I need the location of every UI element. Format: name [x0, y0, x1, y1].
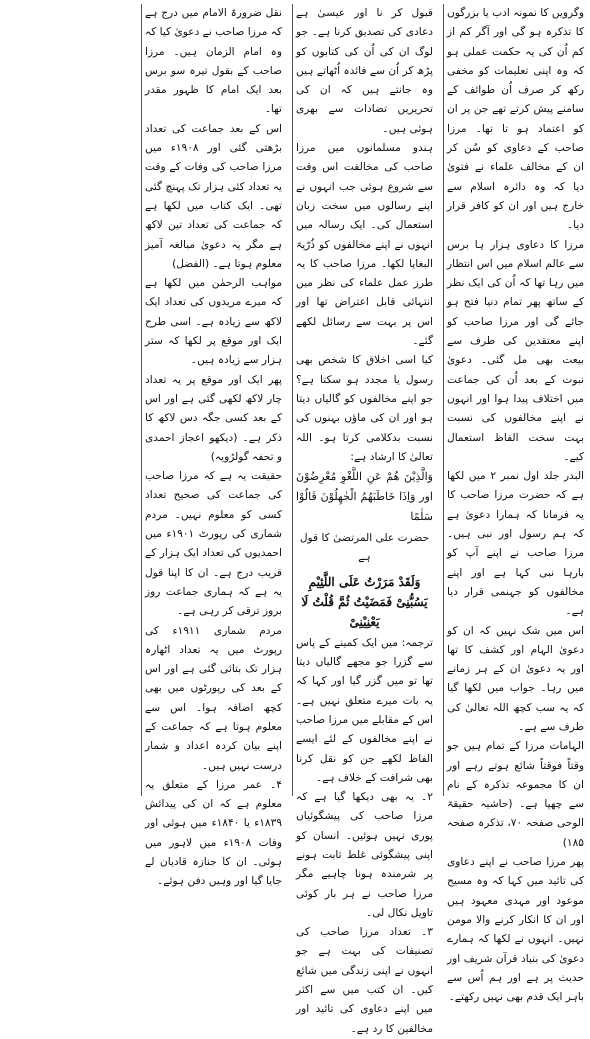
paragraph: کیا اسی اخلاق کا شخص بھی رسول یا مجدد ہو سکتا ہے؟ جو اپنے مخالفوں کو گالیاں دیتا ہو اور ان کی ماؤں بہنوں کی نسبت بدکلامی کرتا ہو۔ اللہ تعالیٰ کا ارشاد ہے: [296, 354, 433, 463]
paragraph: ۴۔ عمر مرزا کے متعلق یہ معلوم ہے کہ ان کی پیدائش ۱۸۳۹ء یا ۱۸۴۰ء میں ہوئی اور وفات ۱۹۰۸ء میں لاہور میں ہوئی۔ ان کا جنازہ قادیان لے جایا گیا اور وہیں دفن ہوئے۔ [145, 778, 282, 888]
text-column-middle-left [141, 4, 282, 888]
text-column-right [443, 4, 584, 1004]
paragraph: پھر مرزا صاحب نے اپنے دعاوی کی تائید میں کہا کہ وہ مسیح موعود اور مہدی معہود ہیں اور ان کا انکار کرنے والا مومن نہیں۔ انہوں نے لکھا کہ ہمارے دعویٰ کی بنیاد قرآن شریف اور حدیث پر ہے اور ہم اُس سے باہر ایک قدم بھی نہیں رکھتے۔ [447, 856, 584, 1004]
paragraph: ۳۔ تعداد مرزا صاحب کی تصنیفات کی بہت ہے جو انہوں نے اپنی زندگی میں شائع کیں۔ ان کتب میں سے اکثر میں اپنے دعاوی کی تائید اور مخالفین کا رد ہے۔ [296, 926, 433, 1035]
paragraph: اس میں شک نہیں کہ ان کو دعویٰ الہام اور کشف کا تھا اور یہ دعویٰ ان کے ہر زمانے میں رہا۔ جواب میں لکھا گیا کہ یہ سب کچھ اللہ تعالیٰ کی طرف سے ہے۔ [447, 624, 584, 733]
paragraph: مردم شماری ۱۹۱۱ء کی رپورٹ میں یہ تعداد اٹھارہ ہزار تک بتائی گئی ہے اور اس کے بعد کی رپورٹوں میں بھی کچھ اضافہ ہوا۔ اس سے معلوم ہوتا ہے کہ جماعت کے اپنے بیان کردہ اعداد و شمار درست نہیں ہیں۔ [145, 624, 282, 772]
paragraph: نقل ضرورۃ الامام میں درج ہے کہ مرزا صاحب نے دعویٰ کیا کہ وہ امام الزمان ہیں۔ مرزا صاحب کے بقول تیرہ سو برس بعد ایک امام کا ظہور مقدر تھا۔ [145, 7, 282, 116]
paragraph: حقیقت یہ ہے کہ مرزا صاحب کی جماعت کی صحیح تعداد کسی کو معلوم نہیں۔ مردم شماری کی رپورٹ ۱۹۰۱ء میں احمدیوں کی تعداد ایک ہزار کے قریب درج ہے۔ ان کا اپنا قول یہ ہے کہ ہماری جماعت روز بروز ترقی کر رہی ہے۔ [145, 470, 282, 618]
paragraph: قبول کر نا اور عیسیٰ ہے دعادی کی تصدیق کرنا ہے۔ جو لوگ ان کی اُن کی کتابوں کو پڑھ کر اُن سے فائدہ اُٹھاتے ہیں وہ جانتے ہیں کہ ان کی تحریریں تضادات سے بھری ہوئی ہیں۔ [296, 7, 433, 135]
paragraph: مواہب الرحمٰن میں لکھا ہے کہ میرے مریدوں کی تعداد ایک لاکھ سے زیادہ ہے۔ اسی طرح ایک اور موقع پر لکھا کہ ستر ہزار سے زیادہ ہیں۔ [145, 277, 282, 367]
paragraph: اس کے بعد جماعت کی تعداد بڑھتی گئی اور ۱۹۰۸ء میں مرزا صاحب کی وفات کے وقت یہ تعداد کئی ہزار تک پہنچ گئی تھی۔ ایک کتاب میں لکھا ہے کہ جماعت کی تعداد تین لاکھ ہے مگر یہ دعویٰ مبالغہ آمیز معلوم ہوتا ہے۔ (الفضل) [145, 122, 282, 270]
paragraph: پھر ایک اور موقع پر یہ تعداد چار لاکھ لکھی گئی ہے اور اس کے بعد کسی جگہ دس لاکھ کا ذکر ہے۔ (دیکھو اعجاز احمدی و تحفہ گولڑویہ) [145, 373, 282, 463]
arabic-quote: وَلَقَدْ مَرَرْتُ عَلَی اللَّئِیْمِ یَسُبُّنِیْ فَمَضَیْتُ ثُمَّ قُلْتُ لَا یَعْنِیْنِیْ [301, 574, 428, 629]
quote-source: حضرت علی المرتضیٰ کا قول ہے [299, 532, 430, 564]
text-column-middle-right [292, 4, 433, 1035]
paragraph: مرزا کا دعاوی ہزار ہا برس سے عالم اسلام میں اس انتظار میں رہا تھا کہ اُن کی ایک نظر کے ساتھ پھر تمام دنیا فتح ہو جائے گی اور مرزا صاحب کو اپنے معتقدین کی طرف سے بیعت بھی مل گئی۔ دعویٰ نبوت کے بعد اُن کی جماعت میں اختلاف پیدا ہوا اور انہوں نے اپنے مخالفوں کی نسبت بہت سخت الفاظ استعمال کیے۔ [447, 238, 584, 463]
paragraph: ترجمہ: میں ایک کمینے کے پاس سے گزرا جو مجھے گالیاں دیتا تھا تو میں گزر گیا اور کہا کہ یہ بات میرے متعلق نہیں ہے۔ اس کے مقابلے میں مرزا صاحب نے اپنے مخالفوں کے لئے ایسے الفاظ لکھے جن کو نقل کرنا بھی شرافت کے خلاف ہے۔ [296, 636, 433, 784]
paragraph: الہامات مرزا کے تمام ہیں جو وقتاً فوقتاً شائع ہوتے رہے اور ان کا مجموعہ تذکرہ کے نام سے چھپا ہے۔ (حاشیہ حقیقۃ الوحی صفحہ ۷۰، تذکرہ صفحہ ۱۸۵) [447, 740, 584, 849]
paragraph: ۲۔ یہ بھی دیکھا گیا ہے کہ مرزا صاحب کی پیشگوئیاں پوری نہیں ہوئیں۔ انسان کو اپنی پیشگوئی غلط ثابت ہونے پر شرمندہ ہونا چاہیے مگر مرزا صاحب نے ہر بار کوئی تاویل نکال لی۔ [296, 791, 433, 919]
paragraph: وگرویں کا نمونہ ادب یا بزرگوں کا تذکرہ ہو گی اور آگر کم از کم اُن کی یہ حکمت عملی ہو کہ وہ اپنی تعلیمات کو مخفی رکھ کر صرف اُن طوائف کے سامنے پیش کرتے تھے جن پر ان کو اعتماد ہو تا تھا۔ مرزا صاحب کے دعاوی کو سُن کر ان کے مخالف علماء نے فتویٰ دیا کہ وہ دائرہ اسلام سے خارج ہیں اور ان کو کافر قرار دیا۔ [447, 7, 584, 232]
paragraph: ہندو مسلمانوں میں مرزا صاحب کی مخالفت اس وقت سے شروع ہوئی جب انہوں نے اپنے رسالوں میں سخت زبان استعمال کی۔ ایک رسالہ میں انہوں نے اپنے مخالفوں کو ذُرّیۃ البغایا لکھا۔ مرزا صاحب کا یہ طرز عمل علماء کی نظر میں انتہائی قابل اعتراض تھا اور اس پر بہت سے رسائل لکھے گئے۔ [296, 142, 433, 348]
paragraph: البدر جلد اول نمبر ۲ میں لکھا ہے کہ حضرت مرزا صاحب کا یہ فرمانا کہ ہمارا دعویٰ ہے کہ ہم رسول اور نبی ہیں۔ مرزا صاحب نے اپنے آپ کو بارہا نبی کہا ہے اور اپنے مخالفوں کو جہنمی قرار دیا ہے۔ [447, 470, 584, 618]
document-page [6, 4, 584, 1035]
quranic-verse: وَالَّذِیْنَ ھُمْ عَنِ اللَّغْوِ مُعْرِضُوْنَ اور وَاِذَا خَاطَبَھُمُ الْجٰھِلُوْنَ قَالُوْا سَلٰمًا [296, 470, 433, 524]
